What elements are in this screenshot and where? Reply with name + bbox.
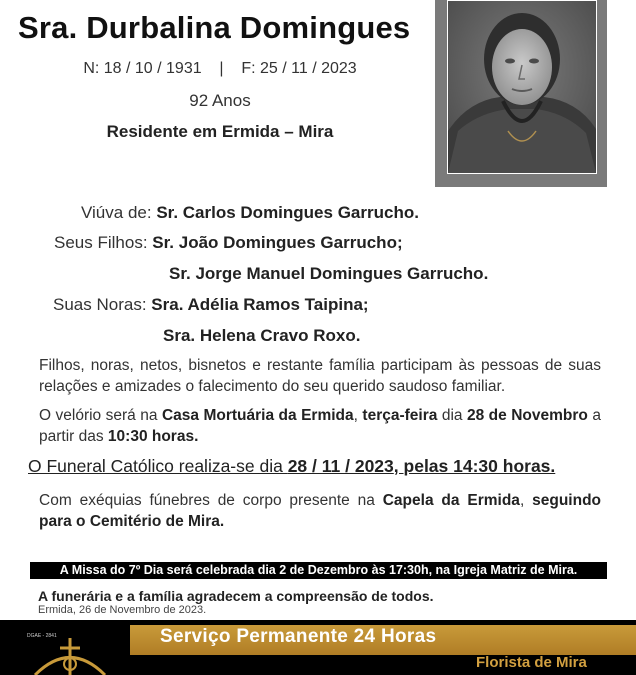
exequias-info (39, 490, 601, 532)
wake-sep: , (353, 407, 363, 424)
wake-place: Casa Mortuária da Ermida (161, 407, 354, 424)
age: 92 Anos (189, 91, 251, 110)
wake-date: 28 de Novembro (466, 407, 588, 424)
inlaw-2: Sra. Helena Cravo Roxo. (163, 326, 361, 345)
child-2: Sr. Jorge Manuel Domingues Garrucho. (169, 264, 489, 283)
funeral-lead: O Funeral Católico realiza-se dia (28, 456, 288, 476)
inlaw-1: Sra. Adélia Ramos Taipina; (151, 295, 369, 314)
funeral-sep: , (393, 456, 404, 476)
funeral-date: 28 / 11 / 2023 (287, 456, 394, 476)
wake-info (39, 405, 601, 447)
portrait-frame (435, 0, 607, 187)
service-slogan: Serviço Permanente 24 Horas (160, 626, 437, 647)
wake-text-3: a partir das (39, 407, 601, 445)
license-number: DGAE - 2841 (27, 633, 57, 639)
widow-value: Sr. Carlos Domingues Garrucho. (156, 203, 419, 222)
inlaws-line (53, 295, 369, 315)
child-1: Sr. João Domingues Garrucho; (152, 233, 403, 252)
exequias-rest: seguindo para o Cemitério de Mira. (39, 492, 602, 530)
announcement-text: Filhos, noras, netos, bisnetos e restante família participam às pessoas de suas relações e amizades o falecimento do seu querido saudoso familiar. (39, 357, 601, 395)
wake-text: O velório será na (39, 407, 162, 424)
widow-label: Viúva de: (81, 203, 152, 222)
thanks-text: A funerária e a família agradecem a compreensão de todos. (38, 588, 434, 604)
deceased-name: Sra. Durbalina Domingues (18, 10, 411, 45)
wake-time: 10:30 horas. (107, 428, 199, 445)
inlaws-line-2 (163, 326, 360, 346)
exequias-sep: , (519, 492, 533, 509)
children-line-2 (169, 264, 488, 284)
exequias-text: Com exéquias fúnebres de corpo presente na (39, 492, 383, 509)
exequias-place: Capela da Ermida (382, 492, 520, 509)
birth-death-dates: N: 18 / 10 / 1931 | F: 25 / 11 / 2023 (83, 60, 357, 77)
widow-line (81, 203, 419, 223)
funeral-info (28, 456, 555, 477)
place-date: Ermida, 26 de Novembro de 2023. (38, 604, 207, 616)
portrait-photo (447, 0, 597, 174)
funeral-text (28, 456, 555, 476)
children-label: Seus Filhos: (54, 233, 148, 252)
children-line (54, 233, 403, 253)
portrait-image (448, 1, 596, 173)
residence: Residente em Ermida – Mira (106, 122, 334, 141)
funeral-time: pelas 14:30 horas. (403, 456, 556, 476)
florist-name: Florista de Mira (476, 654, 587, 671)
mass-banner: A Missa do 7º Dia será celebrada dia 2 de Dezembro às 17:30h, na Igreja Matriz de Mira. (30, 562, 607, 579)
wake-day: terça-feira (362, 407, 438, 424)
wake-text-2: dia (437, 407, 467, 424)
inlaws-label: Suas Noras: (53, 295, 147, 314)
